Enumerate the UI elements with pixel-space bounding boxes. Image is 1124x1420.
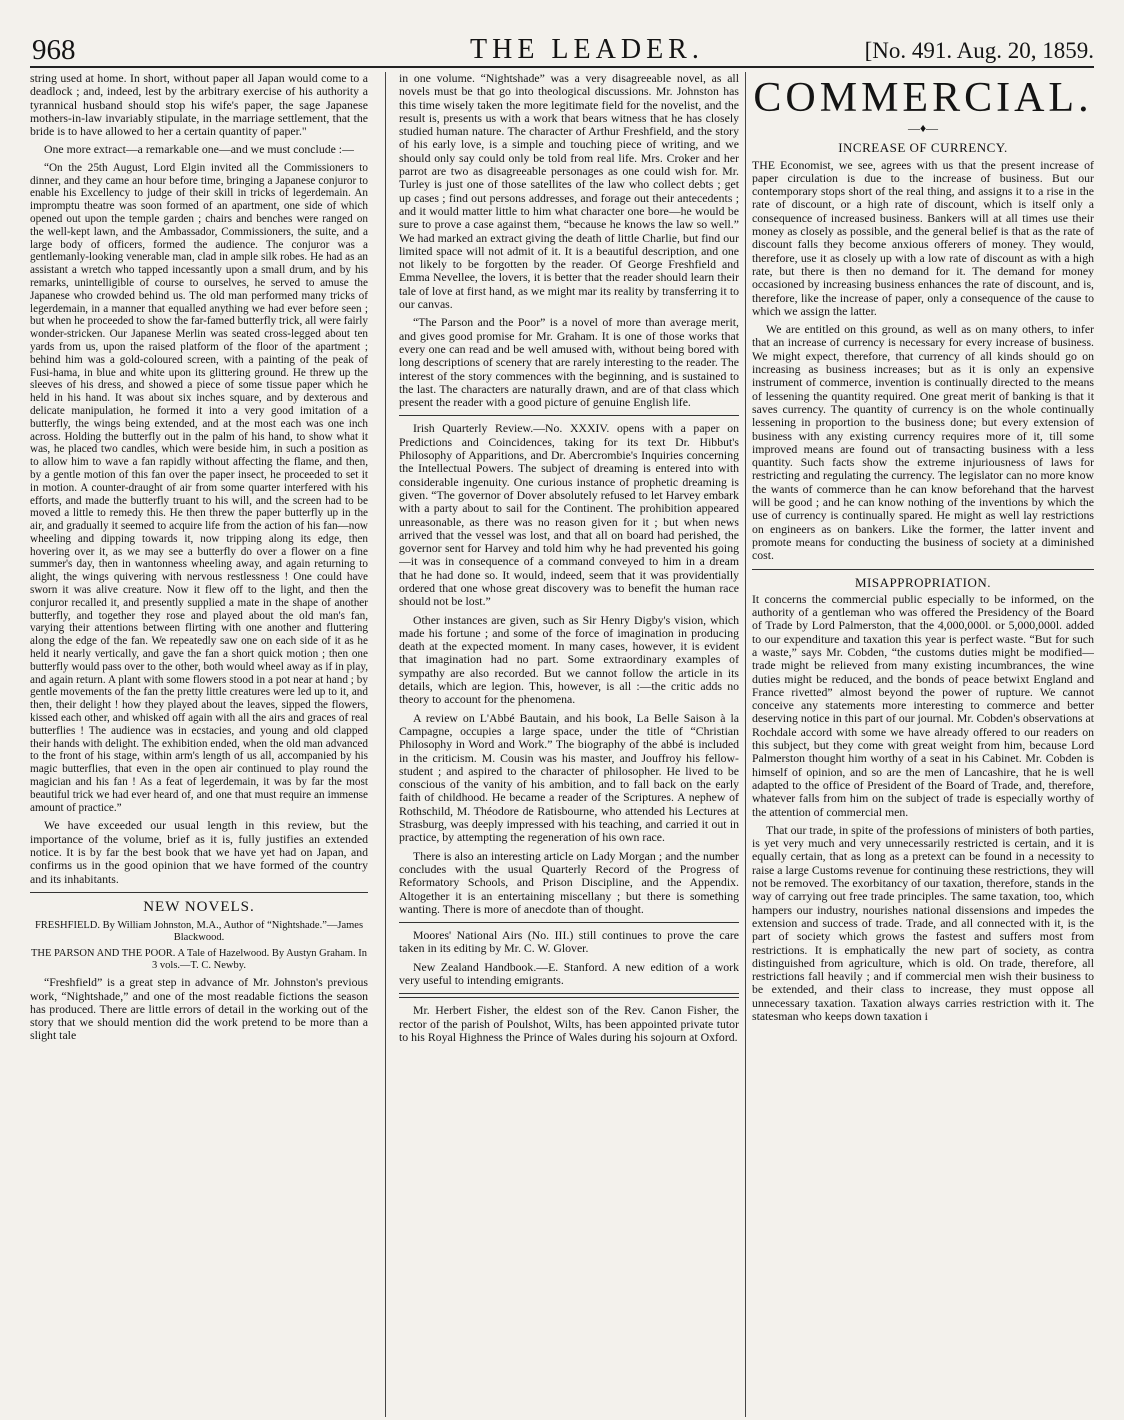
- section-rule: [399, 922, 739, 923]
- section-heading-misappropriation: MISAPPROPRIATION.: [855, 574, 991, 590]
- header-rule: [30, 66, 1094, 68]
- paragraph: There is also an interesting article on Lady Morgan ; and the number concludes with the usual Quarterly Record of the Progress of Reformatory Schools, and Prison Discipline, and the Appendix. Altogether it is an entertaining miscellany ; but there is something wanting. There is more of anecdote than of thought.: [399, 848, 739, 916]
- paragraph: Mr. Herbert Fisher, the eldest son of the Rev. Canon Fisher, the rector of the parish of Poulshot, Wilts, has been appointed private tutor to his Royal Highness the Prince of Wales during his sojourn at Oxford.: [399, 1003, 739, 1044]
- paragraph: Irish Quarterly Review.—No. XXXIV. opens with a paper on Predictions and Coincidences, taking for its text Dr. Hibbut's Philosophy of Apparitions, and Dr. Abercrombie's Inquiries concerning the Intellectual Powers. The subject of dreaming is entered into with considerable ingenuity. One curious instance of prophetic dreaming is given. “The governor of Dover absolutely refused to let Harvey embark with a party about to sail for the Continent. The prohibition appeared unreasonable, as there was no reason given for it ; but when news arrived that the vessel was lost, and that all on board had perished, the governor sent for Harvey and told him why he had prevented his going—it was in consequence of a command conveyed to him in a dream that he had done so. It would, indeed, seem that it was providentially ordered that one whose great discovery was to benefit the human race should not be lost.”: [399, 421, 739, 609]
- paragraph: in one volume. “Nightshade” was a very disagreeable novel, as all novels must be that go into theological discussions. Mr. Johnston has this time wisely taken the more legitimate field for the novelist, and the result is, presents us with a work that bears witness that he has closely studied human nature. The character of Arthur Freshfield, and the story of his early love, is a simple and touching piece of writing, and we should only say could only be told from real life. Mrs. Croker and her parrot are two as disagreeable personages as one could wish for. Mr. Turley is just one of those satellites of the law who collect debts ; get up cases ; find out persons addresses, and forage out their antecedents ; and it would matter little to him what character one bore—he would be sure to prove a case against them, “because he knows the law so well.” We had marked an extract giving the death of little Charlie, but find our limited space will not admit of it. It is a beautiful description, and one not likely to be forgotten by the reader. Of George Freshfield and Emma Nevellee, the lovers, it is better that the reader should learn their tale of love at first hand, as we might mar its reality by transferring it to our canvas.: [399, 72, 739, 312]
- section-rule: [752, 569, 1094, 570]
- section-heading-new-novels: NEW NOVELS.: [143, 898, 255, 915]
- paragraph: THE Economist, we see, agrees with us that the present increase of paper circulation is due to the increase of business. But our contemporary stops short of the real thing, and assigns it to a rise in the rate of discount, or a high rate of discount, which is itself only a consequence of increased business. Bankers will at all times use their money as closely as possible, and the general belief is that as the rate of discount falls they become anxious offerers of money. They would, therefore, use it as closely up with a low rate of discount as with a high rate, but there is then no demand for it. The demand for money occasioned by increasing business enhances the rate of discount, and is, therefore, like the increase of paper, only a consequence of the cause to which we assign the latter.: [752, 157, 1094, 318]
- column-right: [752, 72, 1094, 1417]
- ornament-divider: —♦—: [907, 121, 939, 135]
- paragraph: “Freshfield” is a great step in advance of Mr. Johnston's previous work, “Nightshade,” and one of the most readable fictions the season has produced. There are little errors of detail in the working out of the story that we should mention did the work pretend to be more than a slight tale: [30, 975, 368, 1043]
- publication-title: THE LEADER.: [470, 34, 704, 65]
- book-listing: FRESHFIELD. By William Johnston, M.A., Author of “Nightshade.”—James Blackwood.: [34, 920, 364, 944]
- paragraph: Other instances are given, such as Sir Henry Digby's vision, which made his fortune ; and some of the force of imagination in producing death at the expected moment. In many cases, however, it is evident that imagination had no part. Some extraordinary examples of sympathy are also recorded. But we cannot follow the article in its details, which are legion. This, however, is all :—the critic adds no theory to account for the phenomena.: [399, 612, 739, 707]
- paragraph: One more extract—a remarkable one—and we must conclude :—: [44, 142, 354, 157]
- paragraph: We have exceeded our usual length in this review, but the importance of the volume, brief as it is, fully justifies an extended notice. It is by far the best book that we have yet had on Japan, and confirms us in the good opinion that we have formed of the country and its inhabitants.: [30, 818, 368, 886]
- paragraph: Moores' National Airs (No. III.) still continues to prove the care taken in its editing by Mr. C. W. Glover.: [399, 928, 739, 956]
- section-rule: [30, 892, 368, 893]
- issue-date: [No. 491. Aug. 20, 1859.: [864, 38, 1094, 63]
- page-header: [30, 28, 1094, 68]
- column-divider: [385, 72, 386, 1417]
- quoted-extract: “On the 25th August, Lord Elgin invited all the Commissioners to dinner, and they came an hour before time, bringing a Japanese conjuror to enable his Excellency to judge of their skill in tricks of legerdemain. An impromptu theatre was soon formed of an apartment, one side of which opened out upon the temple garden ; chairs and benches were ranged on the well-kept lawn, and the Ambassador, Commissioners, the suite, and a large body of officers, formed the audience. The conjuror was a gentlemanly-looking venerable man, clad in ample silk robes. He had as an assistant a wretch who tapped incessantly upon a small drum, and by his remarks, unintelligible of course to ourselves, he served to amuse the Japanese who crowded behind us. The old man performed many tricks of legerdemain, in a manner that equalled anything we had ever before seen ; but when he proceeded to show the far-famed butterfly trick, all were fairly wonder-stricken. Our Japanese Merlin was seated cross-legged about ten yards from us, upon the raised platform of the floor of the apartment ; behind him was a gold-coloured screen, with a painting of the peak of Fusi-hama, in blue and white upon its glittering ground. He threw up the sleeves of his dress, and showed a piece of some tissue paper which he held in his hand. It was about six inches square, and by dexterous and delicate manipulation, he formed it into a very good imitation of a butterfly, the wings being extended, and at the most each was one inch across. Holding the butterfly out in the palm of his hand, to show what it was, he placed two candles, which were beside him, in such a position as to allow him to wave a fan rapidly without affecting the flame, and then, by a gentle motion of this fan over the paper insect, he proceeded to set it in motion. A counter-draught of air from some quarter interfered with his efforts, and made the butterfly truant to his will, and the screen had to be moved a little to remedy this. He then threw the paper butterfly up in the air, and gradually it seemed to acquire life from the action of his fan—now wheeling and dipping towards it, now tripping along its edge, then hovering over it, as we may see a butterfly do over a flower on a fine summer's day, then in wantonness wheeling away, and again returning to alight, the wings quivering with nervous restlessness ! One could have sworn it was alive creature. Now it flew off to the light, and then the conjuror recalled it, and presently supplied a mate in the shape of another butterfly, and together they rose and played about the old man's fan, varying their attentions between flirting with one another and fluttering along the edge of the fan. We repeatedly saw one on each side of it as he held it nearly vertically, and gave the fan a short quick motion ; then one butterfly would pass over to the other, both would wheel away as if in play, and again return. A plant with some flowers stood in a pot near at hand ; by gentle movements of the fan the pretty little creatures were led up to it, and then, their delight ! how they played about the leaves, sipped the flowers, kissed each other, and whisked off again with all the airs and graces of real butterflies ! The audience was in ecstacies, and young and old clapped their hands with delight. The exhibition ended, when the old man advanced to the front of his stage, within arm's length of us all, accompanied by his magic butterflies, that even in the open air continued to play round the magician and his fan ! As a feat of legerdemain, it was by far the most beautiful trick we had ever heard of, and one that must require an immense amount of practice.”: [30, 161, 368, 814]
- commercial-heading: COMMERCIAL.: [753, 75, 1093, 121]
- page-number: 968: [32, 34, 76, 66]
- paragraph: We are entitled on this ground, as well as on many others, to infer that an increase of currency is necessary for every increase of business. We might expect, therefore, that currency of all kinds should go on increasing as business increases; but as it is only an expensive instrument of commerce, invention is continually directed to the means of lessening the quantity required. One great merit of banking is that it saves currency. The quantity of currency is on the whole continually lessening in proportion to the business done; but every extension of business with any existing currency requires more of it, till some improved means are found out of transacting business with a less quantity. Such facts show the extreme injuriousness of laws for restricting and regulating the currency. The legislator can no more know the wants of commerce than he can know beforehand that the harvest will be good ; and he can know nothing of the inventions by which the use of currency is continually spared. He might as well lay restrictions on engineers as on bankers. Like the former, the latter invent and promote means for conducting the business of society at a diminished cost.: [752, 322, 1094, 563]
- paragraph: That our trade, in spite of the professions of ministers of both parties, is yet very much and very unnecessarily restricted is certain, and it is equally certain, that as long as a pretext can be found in a necessity to raise a large Customs revenue for continuing these restrictions, they will not be removed. The exorbitancy of our taxation, therefore, stands in the way of carrying out free trade principles. The same taxation, too, which hampers our industry, nourishes national dissensions and impedes the extension and success of trade. Trade, and all connected with it, is the part of society which grows the fastest and suffers most from restrictions. It is emphatically the new part of society, as contra distinguished from agriculture, which is old. On trade, therefore, all restrictions fall heavily ; and if commercial men wish their business to be extended, and their class to increase, they must oppose all unnecessary taxation. Taxation always carries restriction with it. The statesman who keeps down taxation i: [752, 822, 1094, 1023]
- column-middle: [399, 72, 739, 1417]
- paragraph: New Zealand Handbook.—E. Stanford. A new edition of a work very useful to intending emigrants.: [399, 959, 739, 987]
- book-listing: THE PARSON AND THE POOR. A Tale of Hazelwood. By Austyn Graham. In 3 vols.—T. C. Newby.: [31, 948, 367, 972]
- paragraph: A review on L'Abbé Bautain, and his book, La Belle Saison à la Campagne, occupies a large space, under the title of “Christian Philosophy in Word and Work.” The biography of the abbé is included in the criticism. M. Cousin was his master, and Jouffroy his fellow-student ; and aspired to the character of philosopher. He lived to be conscious of the vanity of his ambition, and to fall back on the early faith of childhood. He became a reader of the Scriptures. A nephew of Rothschild, M. Théodore de Ratisbourne, who attended his Lectures at Strasburg, was deeply impressed with his teaching, and carried it out in practice, by attempting the regeneration of his own race.: [399, 710, 739, 845]
- column-divider: [745, 72, 746, 1417]
- section-rule: [399, 993, 739, 998]
- section-heading-currency: INCREASE OF CURRENCY.: [838, 140, 1008, 156]
- paragraph: It concerns the commercial public especially to be informed, on the authority of a gentleman who was offered the Presidency of the Board of Trade by Lord Palmerston, that the 4,000,000l. or 5,000,000l. added to our expenditure and taxation this year is perfect waste. “But for such a waste,” says Mr. Cobden, “the customs duties might be modified—trade might be relieved from many existing incumbrances, the wine duties might be reduced, and the bonds of peace betwixt England and France rivetted” almost beyond the power of rupture. We cannot conceive any statements more interesting to commerce and better deserving notice in this part of our journal. Mr. Cobden's observations at Rochdale accord with some we have already offered to our readers on this subject, but they come with great weight from him, because Lord Palmerston thought him worthy of a seat in his Cabinet. Mr. Cobden is himself of opinion, and so are the men of Lancashire, that he is well adapted to the office of President of the Board of Trade, and, therefore, whatever falls from him on the subject of trade is especially worthy of the attention of commercial men.: [752, 591, 1094, 819]
- paragraph: “The Parson and the Poor” is a novel of more than average merit, and gives good promise for Mr. Graham. It is one of those works that every one can read and be well amused with, without being bored with long descriptions of scenery that are rarely interesting to the reader. The interest of the story commences with the beginning, and is sustained to the last. The characters are naturally drawn, and are of that class which present the reader with a good picture of genuine English life.: [399, 315, 739, 410]
- section-rule: [399, 415, 739, 416]
- column-left: [30, 72, 368, 1417]
- paragraph: string used at home. In short, without paper all Japan would come to a deadlock ; and, indeed, lest by the arbitrary exercise of his authority a tyrannical husband should stop his wife's paper, the sage Japanese mothers-in-law invariably stipulate, in the marriage settlement, that the bride is to have allowed to her a certain quantity of paper.": [30, 72, 368, 139]
